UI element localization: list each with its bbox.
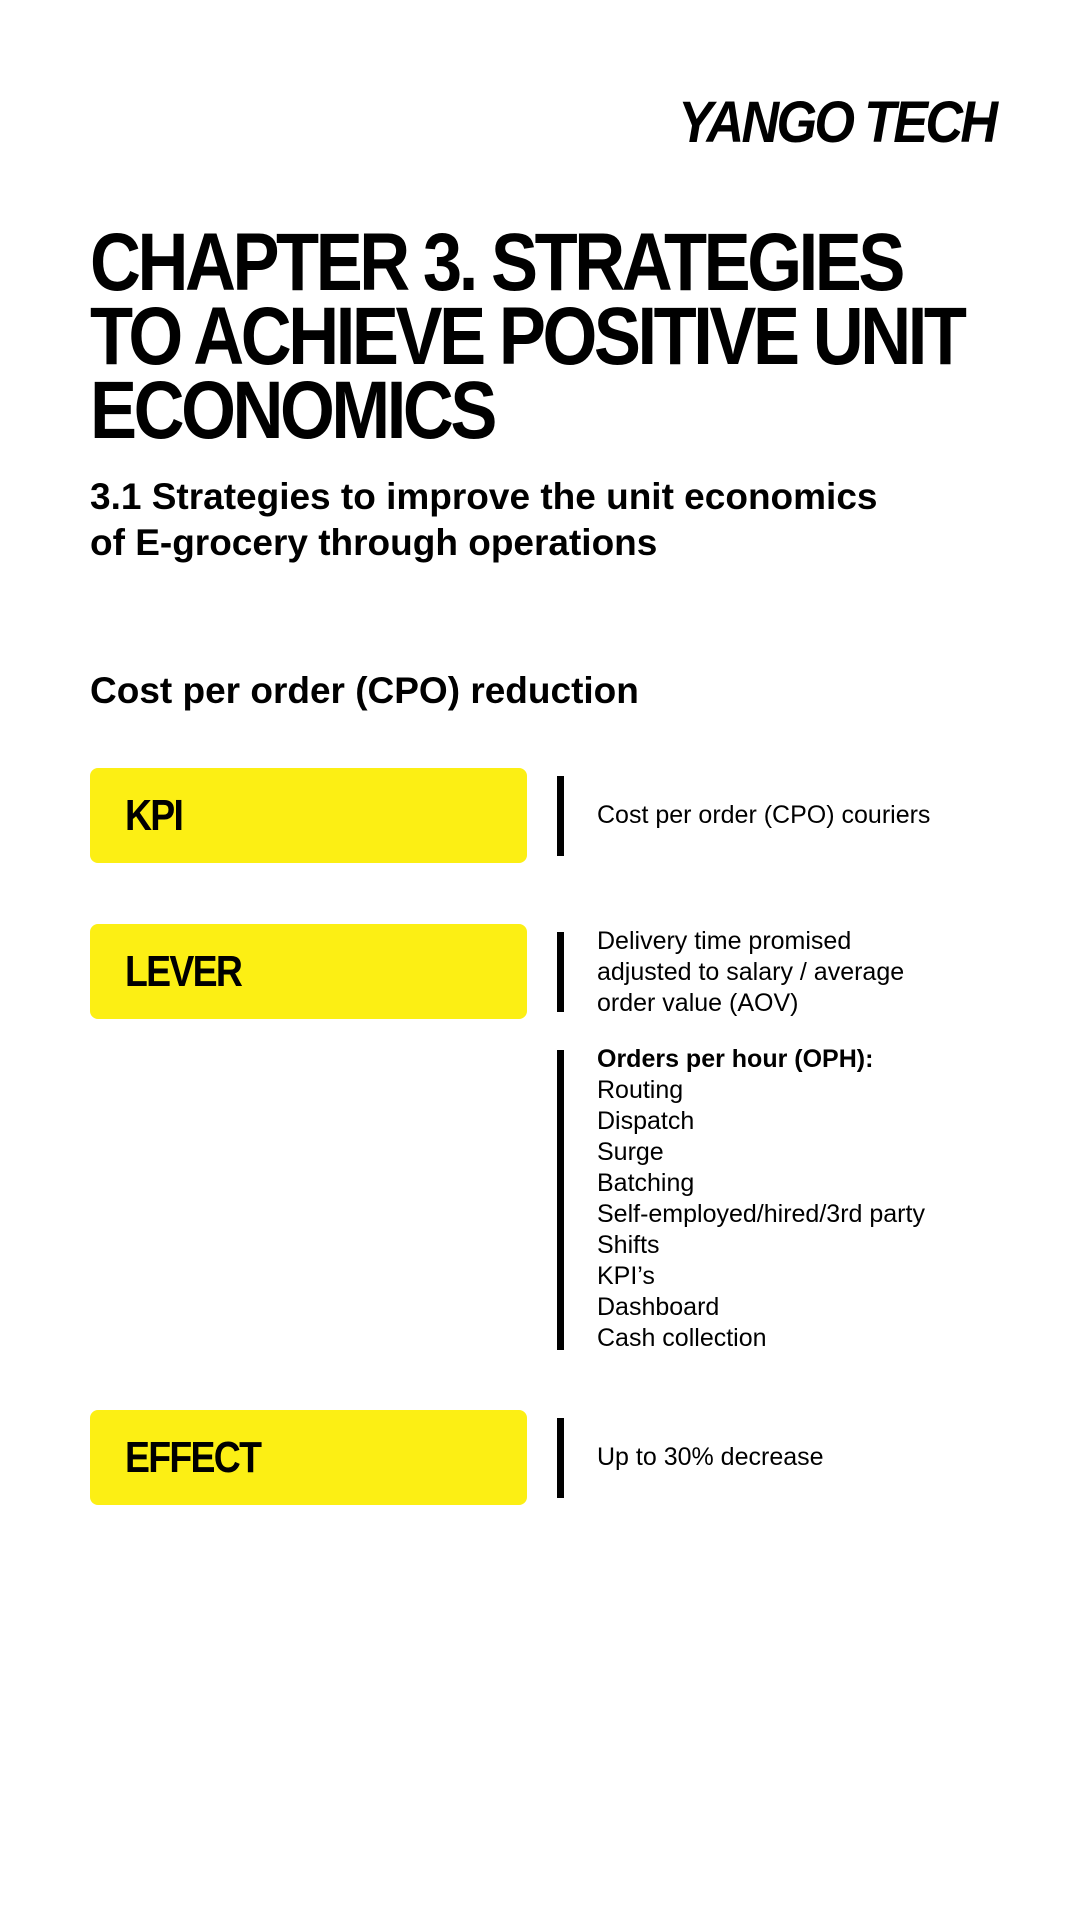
chapter-title: [90, 217, 964, 456]
subtitle-line: of E-grocery through operations: [90, 522, 658, 563]
oph-item: Cash collection: [597, 1324, 767, 1352]
oph-item: Surge: [597, 1138, 664, 1166]
oph-item: Self-employed/hired/3rd party: [597, 1200, 925, 1228]
subtitle-line: 3.1 Strategies to improve the unit economics: [90, 476, 878, 517]
lever-label-box: [90, 924, 527, 1019]
oph-list: [597, 1044, 925, 1354]
oph-item: Batching: [597, 1169, 695, 1197]
oph-heading: Orders per hour (OPH):: [597, 1045, 874, 1073]
chapter-title-line: ECONOMICS: [90, 365, 494, 456]
chapter-title-line: TO ACHIEVE POSITIVE UNIT: [90, 291, 964, 382]
oph-divider: [557, 1050, 564, 1350]
lever-divider: [557, 932, 564, 1012]
section-subtitle: [90, 474, 990, 566]
oph-item: Dispatch: [597, 1107, 695, 1135]
kpi-label: KPI: [125, 790, 183, 840]
section-heading: Cost per order (CPO) reduction: [90, 670, 639, 711]
effect-label-box: [90, 1410, 527, 1505]
effect-value: Up to 30% decrease: [597, 1443, 824, 1471]
lever-value: [597, 926, 904, 1019]
kpi-value: Cost per order (CPO) couriers: [597, 801, 931, 829]
brand-logo: YANGO TECH: [677, 90, 995, 155]
oph-item: Dashboard: [597, 1293, 720, 1321]
lever-label: LEVER: [125, 946, 242, 996]
oph-item: Shifts: [597, 1231, 660, 1259]
lever-value-line: order value (AOV): [597, 989, 799, 1017]
kpi-label-box: [90, 768, 527, 863]
oph-item: Routing: [597, 1076, 684, 1104]
effect-divider: [557, 1418, 564, 1498]
oph-item: KPI’s: [597, 1262, 655, 1290]
kpi-divider: [557, 776, 564, 856]
effect-label: EFFECT: [125, 1432, 261, 1482]
chapter-title-line: CHAPTER 3. STRATEGIES: [90, 217, 902, 308]
lever-value-line: Delivery time promised: [597, 927, 852, 955]
lever-value-line: adjusted to salary / average: [597, 958, 905, 986]
